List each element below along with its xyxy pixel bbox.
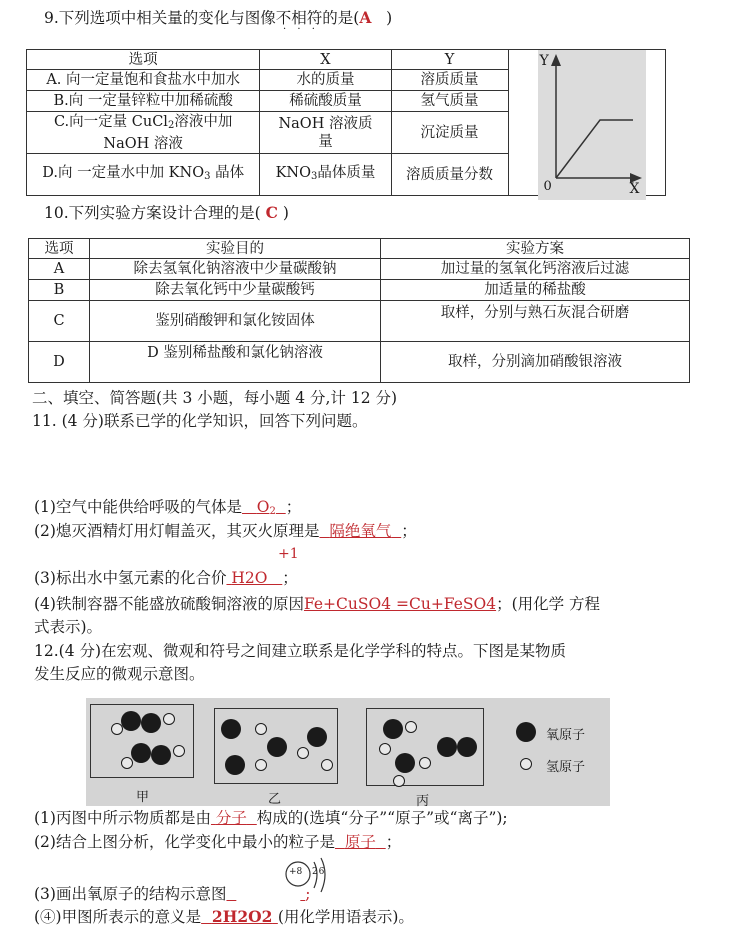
q11-p4-answer: Fe+CuSO4 =Cu+FeSO4 [303,595,497,613]
q12-p3-text: (3)画出氧原子的结构示意图 [34,885,227,903]
q9-d-xsub: 3 [310,170,318,182]
q10-answer: C [265,203,278,222]
hydrogen-atom-icon [379,743,391,755]
q11-part4 [34,594,600,614]
q10-question [44,203,289,223]
section2-title: 二、填空、简答题(共 3 小题，每小题 4 分,计 12 分) [32,389,398,407]
box-bing [366,708,484,786]
q11-p3-text: (3)标出水中氢元素的化合价 [34,569,227,587]
q10-close: ) [282,204,289,222]
q10-text: 10.下列实验方案设计合理的是( [44,204,261,222]
q12-p2-post: ； [385,833,402,851]
q11-part2 [34,521,417,541]
q11-p4-text: (4)铁制容器不能盛放硫酸铜溶液的原因 [34,595,304,613]
q12-p3-post: ; [305,885,311,903]
hydrogen-atom-icon [255,759,267,771]
hydrogen-atom-icon [321,759,333,771]
q9-c-text1: C.向一定量 CuCl [53,113,168,130]
graph-origin-label: 0 [543,179,552,194]
q11-p2-post: ； [401,522,417,540]
q10-row-c-purpose: 鉴别硝酸钾和氯化铵固体 [90,301,381,342]
q9-d-sub: 3 [204,170,211,182]
hydrogen-atom-icon [297,747,309,759]
q12-p2-ans: 原子 [344,833,376,851]
oxygen-atom-icon [307,727,327,747]
q12-p1-post: 构成的(选填“分子”“原子”或“离子”); [256,809,508,827]
label-jia: 甲 [136,790,150,805]
graph-y-label: Y [539,53,549,69]
oxygen-atom-icon [437,737,457,757]
q9-row-c-x [260,112,391,154]
q9-row-c-y: 沉淀质量 [391,112,508,154]
q12-p4-text: (④)甲图所表示的意义是 [34,908,202,926]
q12-p1-answer [211,809,257,827]
q11-p3-answer [226,569,282,587]
q12-part2 [34,832,401,852]
q11-p1-answer [242,498,286,516]
q9-d-x1: KNO [275,164,311,181]
q11-p2-text: (2)熄灭酒精灯用灯帽盖灭，其灭火原理是 [34,522,320,540]
emphasis-dots: · · · [283,24,319,35]
q9-row-a-option: A. 向一定量饱和食盐水中加水 [27,70,260,91]
q11-p3-post: ； [282,569,298,587]
box-jia [90,704,194,778]
oxygen-atom-icon [225,755,245,775]
q10-row-b-purpose: 除去氧化钙中少量碳酸钙 [90,280,381,301]
q9-text: 9.下列选项中相关量的变化与图像不相符的是( [44,9,360,27]
oxygen-atom-icon [457,737,477,757]
q9-table [26,49,666,196]
line-graph-icon [538,50,646,200]
q12-part4 [34,907,414,927]
q10-row-a-option: A [29,259,90,280]
oxygen-atom-icon [383,719,403,739]
q11-p1-ans: O [256,498,270,516]
q10-header-option: 选项 [29,239,90,259]
q12-text2: 发生反应的微观示意图。 [34,665,205,683]
q10-row-a-plan: 加过量的氢氧化钙溶液后过滤 [381,259,690,280]
q9-header-option: 选项 [27,50,260,70]
q9-row-a-y: 溶质质量 [391,70,508,91]
q12-text1: 12.(4 分)在宏观、微观和符号之间建立联系是化学学科的特点。下图是某物质 [34,642,567,660]
hydrogen-atom-icon [255,723,267,735]
hydrogen-atom-icon [121,757,133,769]
q9-row-a-x: 水的质量 [260,70,391,91]
q10-table [28,238,690,383]
q12-p4-ans: 2H2O2 [211,907,273,926]
oxygen-atom-icon [151,745,171,765]
hydrogen-atom-icon [111,723,123,735]
q12-part1 [34,808,508,828]
q12-p2-answer [335,833,386,851]
q9-header-y: Y [391,50,508,70]
q9-row-d-option [27,154,260,196]
q9-row-c-option [27,112,260,154]
q9-d-x2: 晶体质量 [317,164,376,181]
q9-close: ) [386,9,393,27]
q11-p2-ans: 隔绝氧气 [329,522,392,540]
q11-p1-text: (1)空气中能供给呼吸的气体是 [34,498,242,516]
oxygen-atom-icon [395,753,415,773]
q10-row-c-plan: 取样，分别与熟石灰混合研磨 [381,301,690,342]
q9-c-x2: 量 [318,133,333,150]
q10-row-c-option: C [29,301,90,342]
q9-question [44,8,392,28]
hydrogen-atom-icon [405,721,417,733]
q11-valence: +1 [278,546,299,562]
q11-p2-answer [319,522,401,540]
q9-row-b-y: 氢气质量 [391,91,508,112]
legend-oxygen-icon [516,722,536,742]
oxygen-atom-icon [221,719,241,739]
q9-c-sub: 2 [167,119,175,131]
hydrogen-atom-icon [419,757,431,769]
q11-part1 [34,497,301,522]
q9-d-text2: 晶体 [215,164,245,181]
q9-c-text3: NaOH 溶液 [103,135,183,152]
q12-p2-text: (2)结合上图分析，化学变化中最小的粒子是 [34,833,335,851]
q12-p3-answer [226,885,236,903]
legend-hydrogen-label: 氢原子 [546,760,586,775]
electron-shells: 2 6 [312,867,324,877]
legend-hydrogen-icon [520,758,532,770]
hydrogen-atom-icon [173,745,185,757]
graph-x-label: X [629,181,640,197]
q11-p4-post: ；(用化学 方程 [496,595,601,613]
q9-c-x1: NaOH 溶液质 [278,115,373,132]
q9-answer: A [359,8,372,27]
q10-row-d-option: D [29,342,90,383]
q11-p3-ans: H2O [231,569,268,587]
q12-p1-ans: 分子 [215,809,247,827]
nucleus-charge: +8 [289,867,303,877]
q9-header-x: X [260,50,391,70]
q11-p1-post: ； [285,498,302,516]
q10-row-d-plan: 取样，分别滴加硝酸银溶液 [381,342,690,383]
oxygen-atom-icon [141,713,161,733]
q10-row-b-plan: 加适量的稀盐酸 [381,280,690,301]
q11-part3 [34,568,298,588]
q12-p4-answer [201,907,278,926]
q9-graph-cell [508,50,666,196]
q11-p1-sub: 2 [269,506,276,517]
q10-row-d-purpose: D 鉴别稀盐酸和氯化钠溶液 [90,342,381,383]
q12-p4-post: (用化学用语表示)。 [277,908,414,926]
q9-graph [538,50,646,200]
q9-row-b-x: 稀硫酸质量 [260,91,391,112]
q10-row-b-option: B [29,280,90,301]
q11-text: 11. (4 分)联系已学的化学知识，回答下列问题。 [32,412,368,430]
q11-part4-line2: 式表示)。 [34,618,103,636]
q9-row-d-y: 溶质质量分数 [391,154,508,196]
legend-oxygen-label: 氧原子 [546,728,586,743]
q9-d-text1: D.向 一定量水中加 KNO [42,164,205,181]
oxygen-atom-icon [121,711,141,731]
label-bing: 丙 [416,794,430,809]
label-yi: 乙 [268,792,282,807]
q9-row-b-option: B.向 一定量锌粒中加稀硫酸 [27,91,260,112]
q12-p1-text: (1)丙图中所示物质都是由 [34,809,211,827]
hydrogen-atom-icon [393,775,405,787]
q12-part3 [34,884,311,904]
q9-row-d-x [260,154,391,196]
q10-row-a-purpose: 除去氢氧化钠溶液中少量碳酸钠 [90,259,381,280]
box-yi [214,708,338,784]
q9-c-text2: 溶液中加 [174,113,233,130]
oxygen-atom-icon [131,743,151,763]
q10-header-purpose: 实验目的 [90,239,381,259]
micro-diagram [86,698,610,809]
hydrogen-atom-icon [163,713,175,725]
q10-header-plan: 实验方案 [381,239,690,259]
oxygen-atom-icon [267,737,287,757]
